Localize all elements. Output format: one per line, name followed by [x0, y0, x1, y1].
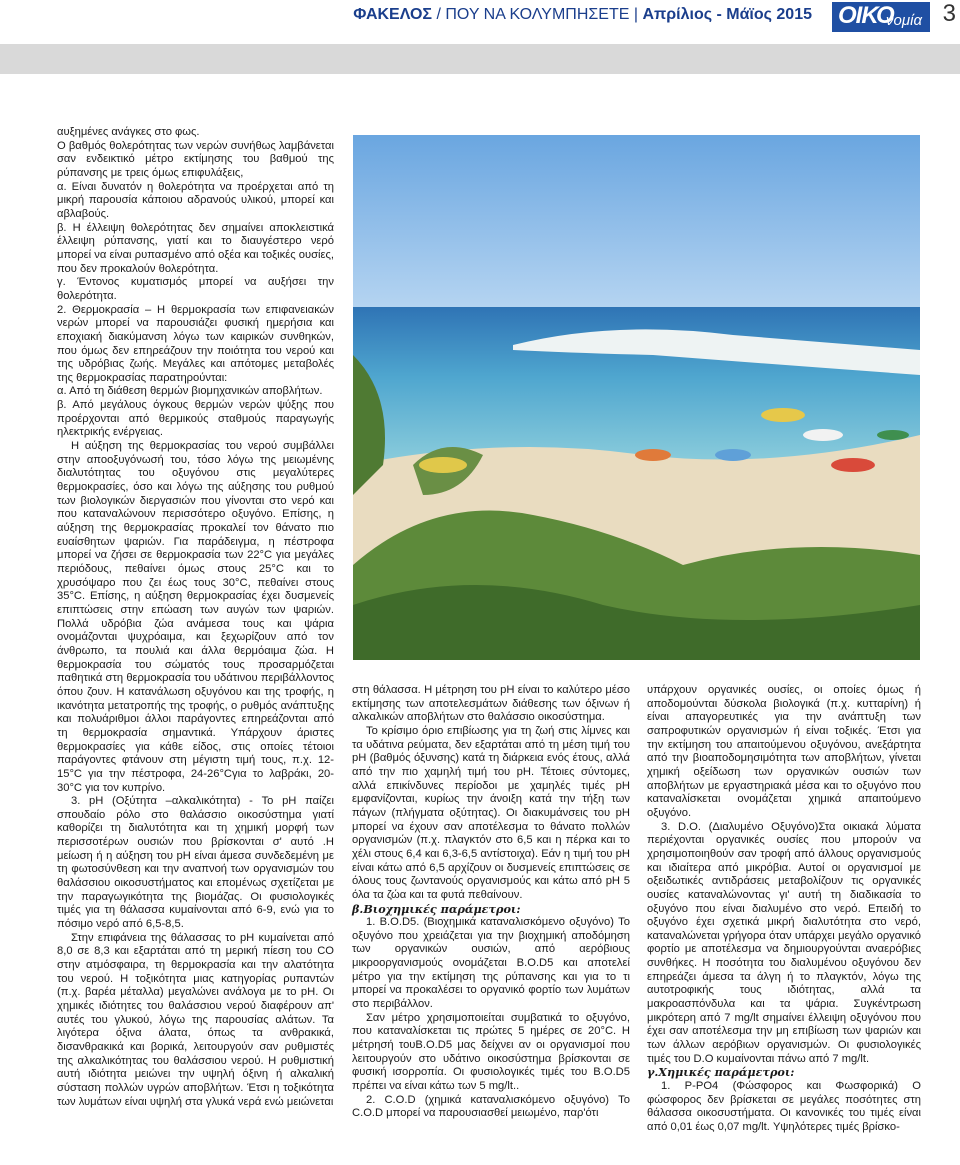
page-number: 3: [942, 0, 956, 27]
section-heading: β.Βιοχημικές παράμετροι:: [352, 901, 521, 916]
running-title: [353, 6, 812, 24]
paragraph: Στην επιφάνεια της θάλασσας το pH κυμαίνεται από 8,0 σε 8,3 και εξαρτάται από τη μερική πίεση του CO στην ατμόσφαιρα, τη θερμοκρασία και την αλατότητα του νερού. Η τοξικότητα μιας κατηγορίας ρυπαντών (π.χ. βαρέα μέταλλα) μεγαλώνει ανάλογα με το pH. Οι χημικές ιδιότητες του θαλάσσιου νερού διαφέρουν απ' αυτές του γλυκού, λόγω της παρουσίας αλάτων. Τα λιγότερα όξινα άλατα, όπως τα ανθρακικά, δισανθρακικά και βορικά, λειτουργούν σαν ρυθμιστές της αλκαλικότητας του θαλάσσιου νερού. Η ρυθμιστική αυτή ιδιότητα μειώνει την υψηλή όξινη ή αλκαλική σύσταση πολλών υγρών αποβλήτων. Έτσι η τοξικότητα των λυμάτων είναι υψηλή στα γλυκά νερά ενώ μειώνεται: [57, 931, 334, 1108]
beach-photo-illustration: [353, 135, 920, 660]
paragraph: αυξημένες ανάγκες στο φως.: [57, 126, 200, 138]
paragraph: 3. pH (Οξύτητα –αλκαλικότητα) - Το pH παίζει σπουδαίο ρόλο στο θαλάσσιο οικοσύστημα γιατί καθορίζει τη διαλυτότητα και τη χημική μορφή των περισσοτέρων ουσιών που βρίσκονται σ' αυτό .Η μείωση ή η αύξηση του pH είναι άμεσα συνδεδεμένη με τη φωτοσύνθεση και την αναπνοή των οργανισμών του θαλάσσιου οικοσυστήματος και επομένως σχετίζεται με την παραγωγικότητα της βιομάζας. Οι φυσιολογικές τιμές για τη θάλασσα κυμαίνονται από 6-9, ενώ για το πόσιμο νερό από 6,5-8,5.: [57, 795, 334, 931]
logo-main-text: ΟΙΚΟ: [838, 2, 894, 29]
section-heading: γ.Χημικές παράμετροι:: [647, 1065, 795, 1080]
text-column-1: [57, 126, 334, 1109]
issue-date: Απρίλιος - Μάϊος 2015: [642, 6, 812, 23]
paragraph: γ. Έντονος κυματισμός μπορεί να αυξήσει την θολερότητα.: [57, 276, 334, 302]
beach-photo: [353, 135, 920, 660]
text-column-3: [647, 684, 921, 1135]
topic-label: / ΠΟΥ ΝΑ ΚΟΛΥΜΠΗΣΕΤΕ |: [432, 6, 643, 23]
text-column-2: [352, 684, 630, 1121]
paragraph: Η αύξηση της θερμοκρασίας του νερού συμβάλλει στην αποοξυγόνωσή του, τόσο λόγω της μειωμένης διαλυτότητας του οξυγόνου στις μεγαλύτερες θερμοκρασίες, όσο και λόγω της αύξησης του ρυθμού των βιολογικών διεργασιών που γίνονται στο νερό και που καταναλώνουν περισσότερο οξυγόνο. Επίσης, η αύξηση της θερμοκρασίας προκαλεί τον θάνατο πιο ευαίσθητων ψαριών. Για παράδειγμα, η πέστροφα μπορεί να ζήσει σε θερμοκρασία των 22°C για μεγάλες περιόδους, πεθαίνει όμως στους 25°C και το χρυσόψαρο που ζει έως τους 30°C, πεθαίνει στους 35°C. Επίσης, η αύξηση θερμοκρασίας έχει δυσμενείς επιπτώσεις στην επώαση των αυγών των ψαριών. Πολλά υδρόβια ζώα ανάμεσα τους και ψάρια ονομάζονται ψυχρόαιμα, και ξεχωρίζουν από τον άνθρωπο, τα πουλιά και άλλα θερμόαιμα ζώα. Η θερμοκρασία του σώματός τους προσαρμόζεται παθητικά στη θερμοκρασία του υδάτινου περιβάλλοντος όπου ζουν. Η κατανάλωση οξυγόνου και της τροφής, η ικανότητα μετατροπής της τροφής, ο ρυθμός ανάπτυξης και πολυάριθμοι άλλοι παράγοντες επηρεάζονται από τη θερμοκρασία σημαντικά. Υπάρχουν άριστες θερμοκρασίες για κάθε είδος, στις οποίες τέτοιοι παράγοντες φτάνουν στη μέγιστη τιμή τους, π.χ. 12-15°C για την πέστροφα, 24-26°Cγια το λαβράκι, 20-30°C για τον κυπρίνο.: [57, 440, 334, 794]
paragraph: 2. C.O.D (χημικά καταναλισκόμενο οξυγόνο) Το C.O.D μπορεί να παρουσιασθεί μειωμένο, παρ'ότι: [352, 1093, 630, 1120]
paragraph: στη θάλασσα. Η μέτρηση του pH είναι το καλύτερο μέσο εκτίμησης των αποτελεσμάτων διάθεσης των όξινων ή αλκαλικών αποβλήτων στο θαλάσσιο οικοσύστημα.: [352, 684, 630, 724]
logo-sub-text: νομία: [886, 12, 922, 29]
paragraph: Το κρίσιμο όριο επιβίωσης για τη ζωή στις λίμνες και τα υδάτινα ρεύματα, δεν εξαρτάται από τη μέση τιμή του pH (βαθμός όξυνσης) κατά τη διάρκεια ενός έτους, αλλά από την πιο χαμηλή τιμή του pH. Τέτοιες σύντομες, αλλά επικίνδυνες περίοδοι με χαμηλές τιμές pH εμφανίζονται, κυρίως την άνοιξη κατά την τήξη των πάγων (πλήγματα οξύτητας). Οι διακυμάνσεις του pH μπορεί να έχουν σαν αποτέλεσμα το θάνατο πολλών οργανισμών (π.χ. πλαγκτόν στο 6,5 και η πέρκα και το χέλι στους 6,4 και 6,3-6,5 αντίστοιχα). Εάν η τιμή του pH είναι κάτω από 6,5 αρχίζουν οι δυσμενείς επιπτώσεις σε όλους τους ζωντανούς οργανισμούς και κάτω από pH 5 όλα τα ζώα και τα φυτά πεθαίνουν.: [352, 724, 630, 901]
paragraph: 3. D.O. (Διαλυμένο Οξυγόνο)Στα οικιακά λύματα περιέχονται οργανικές ουσίες που μπορούν να χρησιμοποιηθούν σαν τροφή από άλλους οργανισμούς και ιδιαίτερα από μικρόβια. Αυτοί οι οργανισμοί με οξειδωτικές αντιδράσεις μεταβολίζουν τις οργανικές ουσίες καταναλώνοντας γι' αυτή τη διαδικασία το οξυγόνο που είναι διαλυμένο στο νερό. Επειδή το οξυγόνο έχει σχετικά μικρή διαλυτότητα στο νερό, καταναλώνεται γρήγορα όταν υπάρχει μεγάλο οργανικό φορτίο με αποτέλεσμα να δημιουργούνται αναερόβιες συνθήκες. Η ποσότητα του διαλυμένου οξυγόνου δεν επηρεάζει άμεσα τα άλγη ή το πλαγκτόν, λόγω της αυτοτροφικής τους ιδιότητας, αλλά τα μακροασπόνδυλα και τα ψάρια. Συγκέντρωση μικρότερη από 7 mg/lt σημαίνει έλλειψη οξυγόνου που έχει σαν αποτέλεσμα την μη επιβίωση των ψαριών και των άλλων αερόβιων οργανισμών. Οι φυσιολογικές τιμές του D.O κυμαίνονται πάνω από 7 mg/lt.: [647, 820, 921, 1065]
page-header: [0, 0, 960, 44]
paragraph: 1. P-PO4 (Φώσφορος και Φωσφορικά) Ο φώσφορος δεν βρίσκεται σε μεγάλες ποσότητες στη θάλασσα οικοσυστήματα. Οι κανονικές του τιμές είναι από 0,01 έως 0,07 mg/lt. Υψηλότερες τιμές βρίσκο-: [647, 1080, 921, 1133]
paragraph: 2. Θερμοκρασία – Η θερμοκρασία των επιφανειακών νερών μπορεί να παρουσιάζει φυσική ημερήσια και εποχιακή διακύμανση λόγω των καιρικών συνθηκών, που όμως δεν επηρεάζουν την ποιότητα του νερού και της υδρόβιας ζωής. Μεγάλες και απότομες μεταβολές της θερμοκρασίας παρατηρούνται:: [57, 303, 334, 384]
section-label: ΦΑΚΕΛΟΣ: [353, 6, 433, 23]
paragraph: α. Από τη διάθεση θερμών βιομηχανικών αποβλήτων.: [57, 385, 323, 398]
paragraph: Σαν μέτρο χρησιμοποιείται συμβατικά το οξυγόνο, που καταναλίσκεται τις πρώτες 5 ημέρες σε 20°C. Η μέτρησή τουB.O.D5 μας δείχνει αν οι οργανισμοί που λειτουργούν στο υδάτινο οικοσύστημα βρίσκονται σε φυσική ισορροπία. Οι φυσιολογικές τιμές του B.O.D5 πρέπει να είναι κάτω των 5 mg/lt..: [352, 1011, 630, 1093]
header-band: [0, 44, 960, 74]
paragraph: 1. B.O.D5. (Βιοχημικά καταναλισκόμενο οξυγόνο) Το οξυγόνο που χρειάζεται για την βιοχημική αποδόμηση των οργανικών ουσιών, από αερόβιους μικροοργανισμούς ονομάζεται B.O.D5 και αποτελεί μέτρο για την εκτίμηση της ρύπανσης και για το τι μπορεί να προκαλέσει το οργανικό φορτίο των λυμάτων στο περιβάλλον.: [352, 916, 630, 1011]
paragraph: Ο βαθμός θολερότητας των νερών συνήθως λαμβάνεται σαν ενδεικτικό μέτρο εκτίμησης του βαθμού της ρύπανσης με τρεις όμως επιφυλάξεις,: [57, 139, 334, 179]
paragraph: β. Από μεγάλους όγκους θερμών νερών ψύξης που προέρχονται από θερμικούς σταθμούς παραγωγής ηλεκτρικής ενέργειας.: [57, 399, 334, 439]
magazine-logo: [832, 2, 930, 32]
paragraph: α. Είναι δυνατόν η θολερότητα να προέρχεται από τη μικρή παρουσία κάποιου αδρανούς υλικού, μπορεί και αβλαβούς.: [57, 180, 334, 220]
paragraph: υπάρχουν οργανικές ουσίες, οι οποίες όμως ή αποδομούνται δύσκολα βιολογικά (π.χ. κυτταρίνη) ή είναι απαγορευτικές για την ανάπτυξη των σαπροφυτικών οργανισμών ή είναι τοξικές. Έτσι για την εκτίμηση του απαιτούμενου οξυγόνου, ανεξάρτητα από την βιοαποδομησιμότητα των αποβλήτων, γίνεται χημική οξείδωση των οργανικών ουσιών των αποβλήτων με εργαστηριακά μέσα και το οξυγόνο που καταναλίσκεται ονομάζεται χημικά απαιτούμενο οξυγόνο.: [647, 684, 921, 819]
paragraph: β. Η έλλειψη θολερότητας δεν σημαίνει αποκλειστικά έλλειψη ρύπανσης, γιατί και το διαυγέστερο νερό μπορεί να είναι ρυπασμένο από οξέα και τοξικές ουσίες, που δεν προκαλούν θολερότητα.: [57, 221, 334, 275]
